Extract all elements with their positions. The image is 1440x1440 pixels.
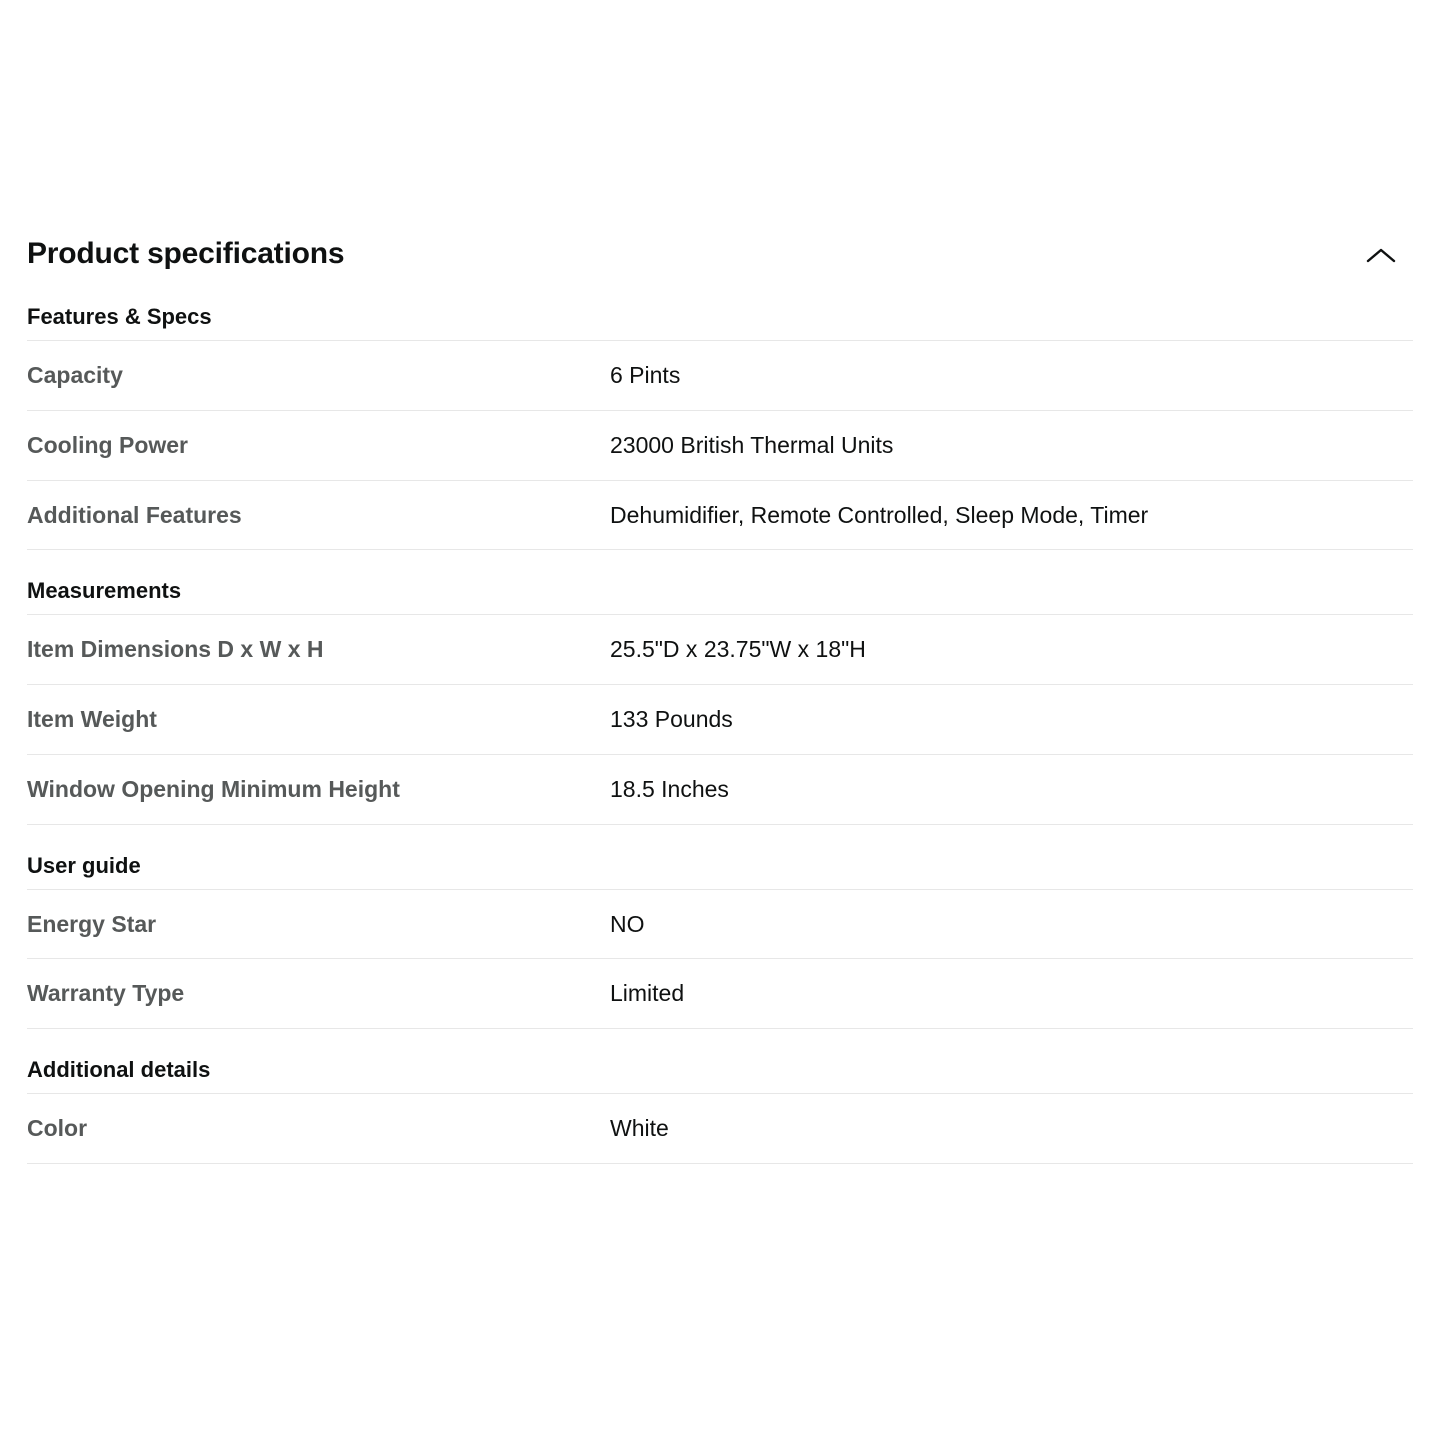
section-title: Additional details [27,1057,211,1082]
section-title: User guide [27,852,141,878]
section-measurements [27,550,1413,824]
section-additional-details [27,1029,1413,1164]
page-title: Product specifications [27,237,345,270]
spec-table [27,1093,1413,1164]
spec-label: Item Dimensions D x W x H [27,636,324,663]
spec-value: White [610,1115,669,1141]
spec-label: Item Weight [27,706,157,732]
spec-value: Dehumidifier, Remote Controlled, Sleep Mode, Timer [610,501,1149,528]
table-row [27,410,1413,480]
spec-label: Cooling Power [27,431,188,458]
spec-label: Color [27,1115,88,1141]
spec-table [27,614,1413,824]
table-row [27,959,1413,1029]
panel-header [27,236,1413,276]
spec-label: Energy Star [27,910,157,937]
section-user-guide [27,825,1413,1030]
spec-label: Capacity [27,362,123,388]
spec-value: 18.5 Inches [610,775,729,802]
spec-value: 23000 British Thermal Units [610,431,894,458]
table-row [27,1094,1413,1164]
table-row [27,480,1413,550]
spec-label: Additional Features [27,501,242,528]
product-specifications-panel [27,236,1413,1164]
table-row [27,615,1413,685]
section-title: Measurements [27,578,182,604]
table-row [27,889,1413,959]
section-title: Features & Specs [27,304,212,329]
chevron-up-icon[interactable] [1361,236,1401,276]
spec-table [27,340,1413,550]
section-features-specs [27,276,1413,550]
spec-label: Window Opening Minimum Height [27,775,400,802]
spec-value: 25.5"D x 23.75"W x 18"H [610,636,866,663]
spec-table [27,889,1413,1030]
spec-value: 6 Pints [610,362,681,388]
spec-value: NO [610,910,645,937]
spec-value: Limited [610,980,685,1007]
table-row [27,754,1413,824]
table-row [27,341,1413,411]
table-row [27,685,1413,755]
spec-value: 133 Pounds [610,706,733,732]
spec-label: Warranty Type [27,980,185,1007]
